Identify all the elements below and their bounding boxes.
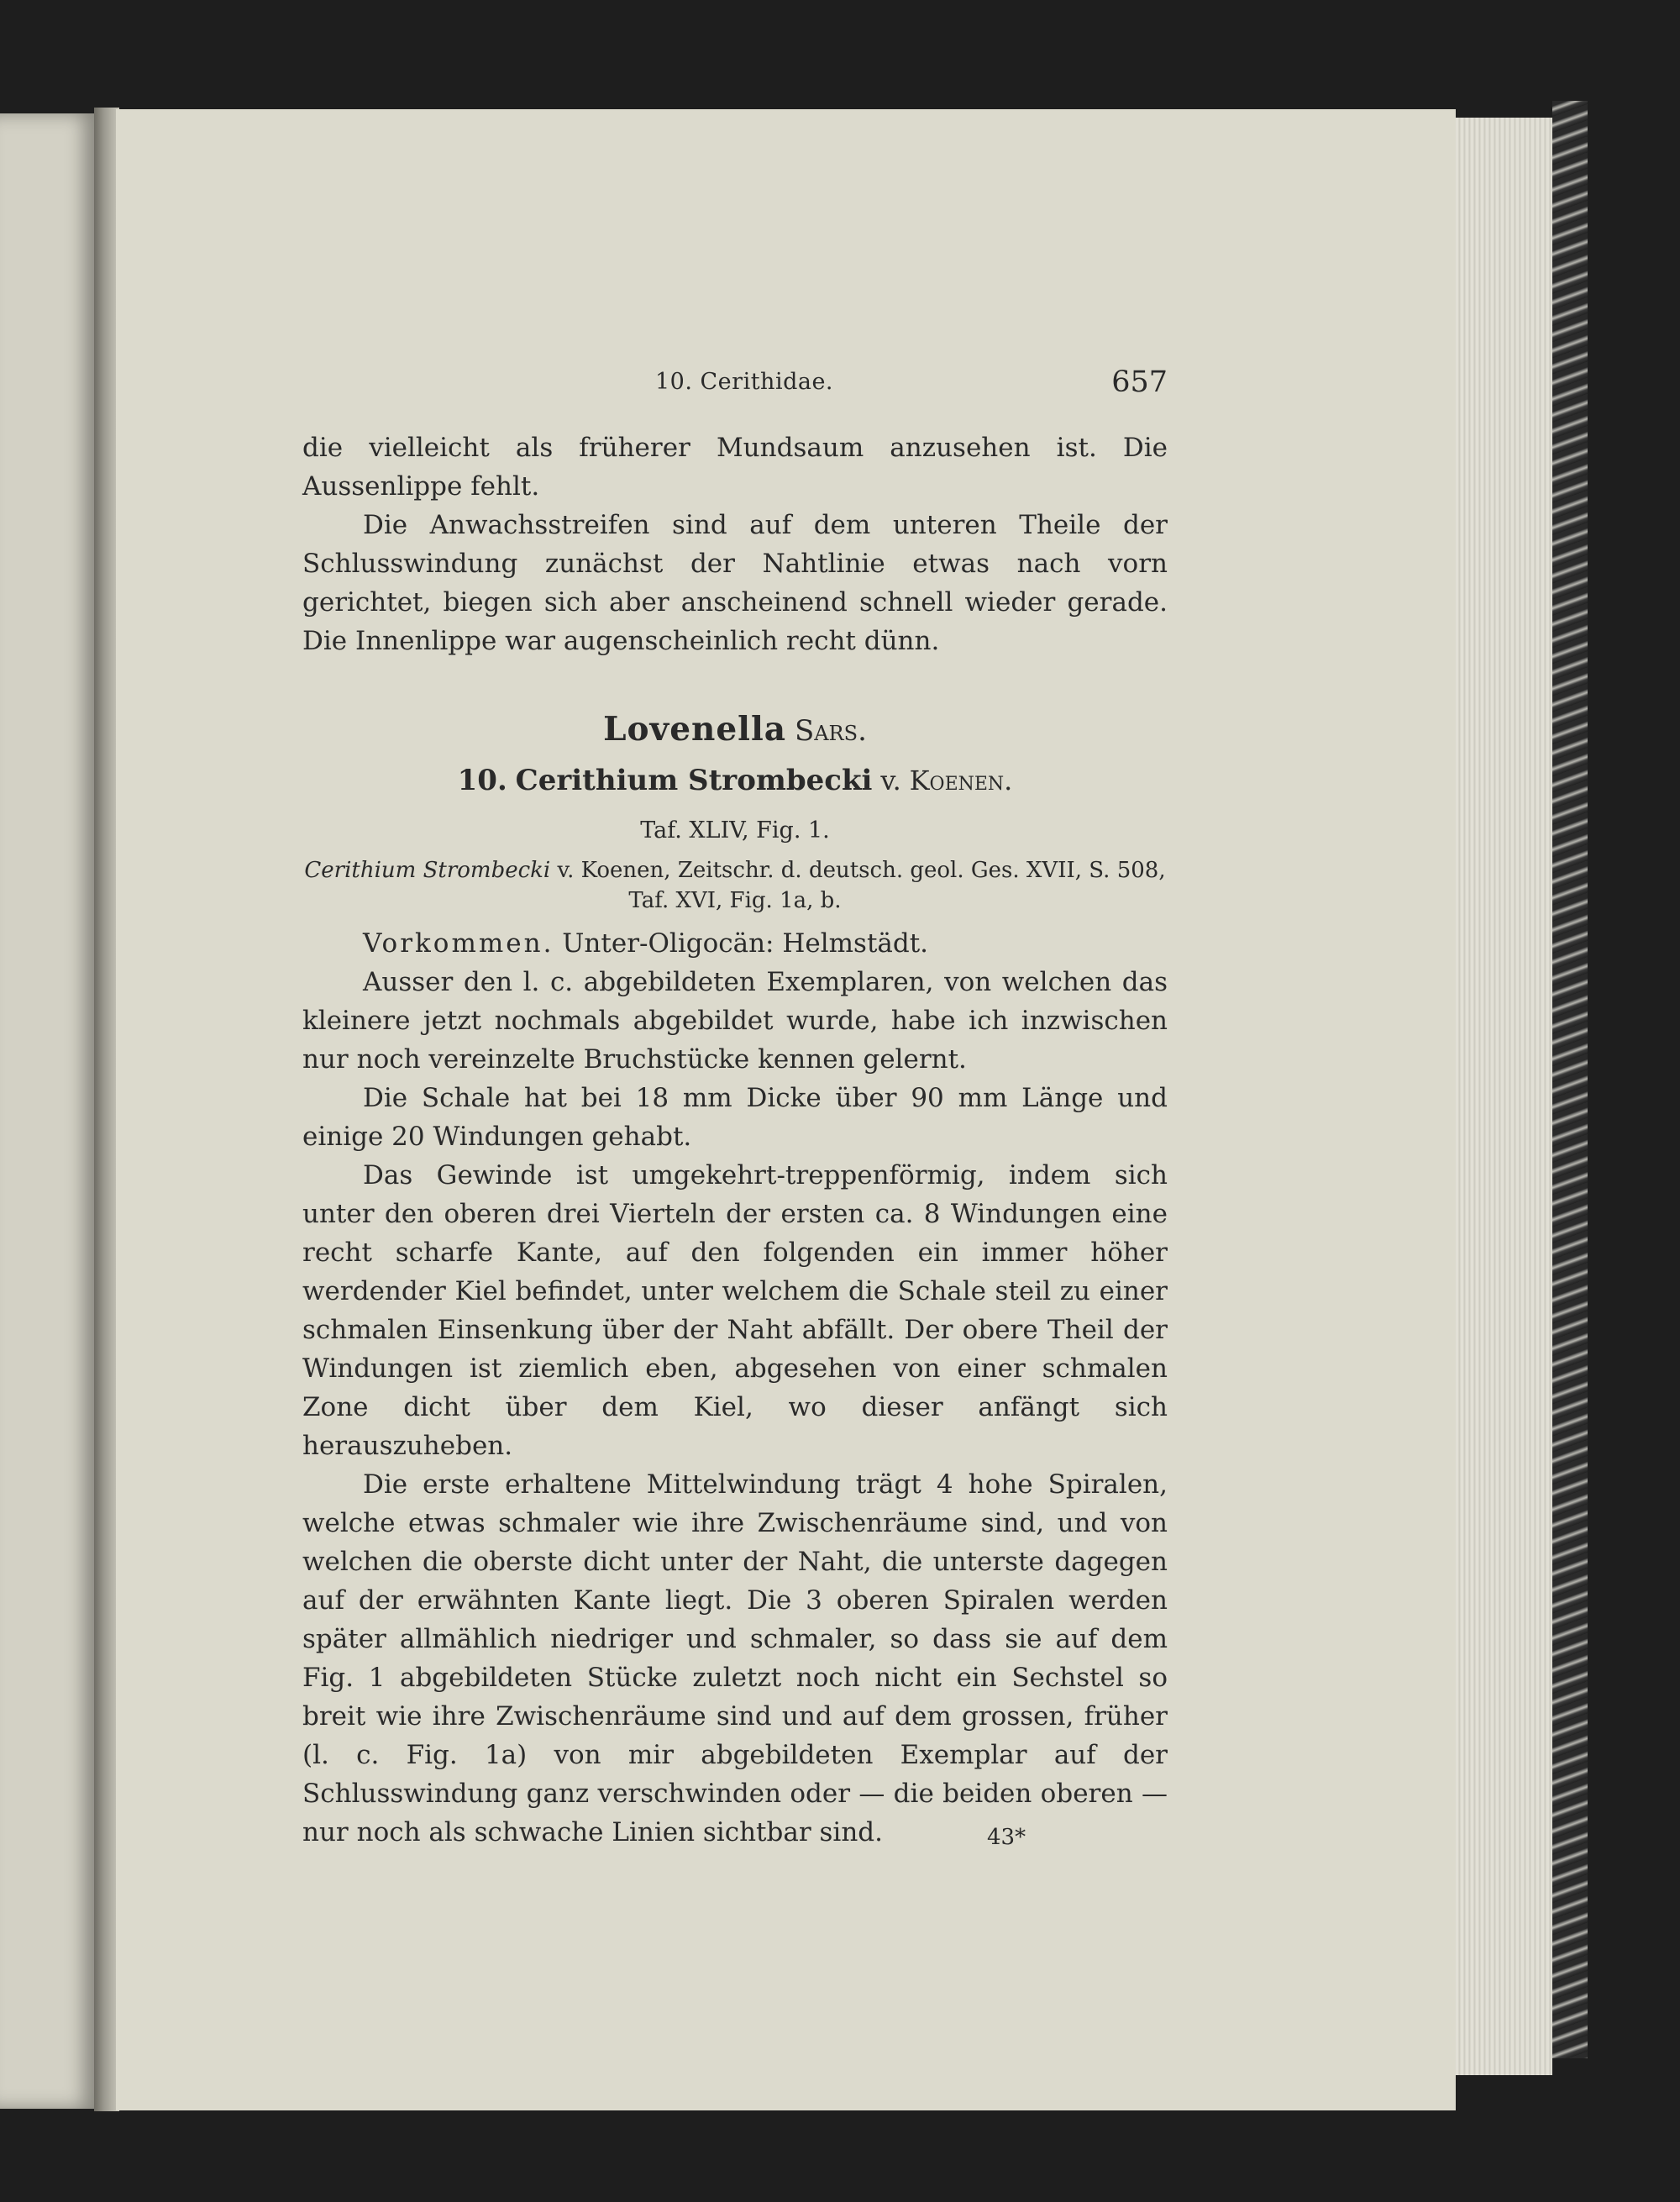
book-cover-edge	[1552, 101, 1588, 2058]
species-author-prefix: v.	[880, 765, 901, 796]
synonym-reference: v. Koenen, Zeitschr. d. deutsch. geol. Ges. XVII, S. 508, Taf. XVI, Fig. 1a, b.	[557, 858, 1166, 913]
facing-page-edge	[0, 113, 99, 2109]
genus-heading	[302, 710, 1168, 751]
occurrence-value: Unter-Oligocän: Helmstädt.	[562, 928, 929, 959]
body-text-main	[302, 924, 1168, 1852]
species-author: Koenen.	[909, 765, 1013, 796]
paragraph-growth-lines: Die Anwachsstreifen sind auf dem unteren Theile der Schlusswindung zunächst der Nahtlinie etwas nach vorn gerichtet, biegen sich aber anscheinend schnell wieder gerade. Die Innenlippe war augenscheinlich recht dünn.	[302, 510, 1168, 656]
species-heading	[302, 761, 1168, 801]
paragraph-specimens: Ausser den l. c. abgebildeten Exemplaren, von welchen das kleinere jetzt nochmals abgebildet wurde, habe ich inzwischen nur noch vereinzelte Bruchstücke kennen gelernt.	[302, 967, 1168, 1075]
page-number: 657	[1111, 365, 1168, 399]
species-number: 10.	[457, 764, 507, 797]
body-text-top	[302, 428, 1168, 660]
paragraph-spire: Das Gewinde ist umgekehrt-treppenförmig, indem sich unter den oberen drei Vierteln der ersten ca. 8 Windungen eine recht scharfe Kante, auf den folgenden ein immer höher werdender Kiel befindet, unter welchem die Schale steil zu einer schmalen Einsenkung über der Naht abfällt. Der obere Theil der Windungen ist ziemlich eben, abgesehen von einer schmalen Zone dicht über dem Kiel, wo dieser anfängt sich herauszuheben.	[302, 1160, 1168, 1461]
running-header	[302, 365, 1168, 407]
occurrence-label: Vorkommen.	[363, 928, 554, 959]
running-title: 10. Cerithidae.	[655, 369, 834, 395]
paragraph-spirals: Die erste erhaltene Mittelwindung trägt 4 hohe Spiralen, welche etwas schmaler wie ihre Zwischenräume sind, und von welchen die oberste dicht unter der Naht, die unterste dagegen auf der erwähnten Kante liegt. Die 3 oberen Spiralen werden später allmählich niedriger und schmaler, so dass sie auf dem Fig. 1 abgebildeten Stücke zuletzt noch nicht ein Sechstel so breit wie ihre Zwischenräume sind und auf dem grossen, früher (l. c. Fig. 1a) von mir abgebildeten Exemplar auf der Schlusswindung ganz verschwinden oder — die beiden oberen — nur noch als schwache Linien sichtbar sind.	[302, 1469, 1168, 1847]
signature-mark: 43*	[987, 1825, 1026, 1850]
page-block-edges	[1456, 118, 1552, 2075]
synonymy-entry	[302, 855, 1168, 916]
species-name: Cerithium Strombecki	[515, 764, 873, 797]
occurrence-line	[302, 924, 1168, 963]
paragraph-dimensions: Die Schale hat bei 18 mm Dicke über 90 mm Länge und einige 20 Windungen gehabt.	[302, 1083, 1168, 1152]
paragraph-continuation: die vielleicht als früherer Mundsaum anzusehen ist. Die Aussenlippe fehlt.	[302, 433, 1168, 502]
genus-name: Lovenella	[603, 710, 787, 749]
plate-reference: Taf. XLIV, Fig. 1.	[640, 817, 830, 843]
genus-author: Sars.	[794, 714, 867, 748]
synonym-taxon: Cerithium Strombecki	[304, 858, 551, 883]
